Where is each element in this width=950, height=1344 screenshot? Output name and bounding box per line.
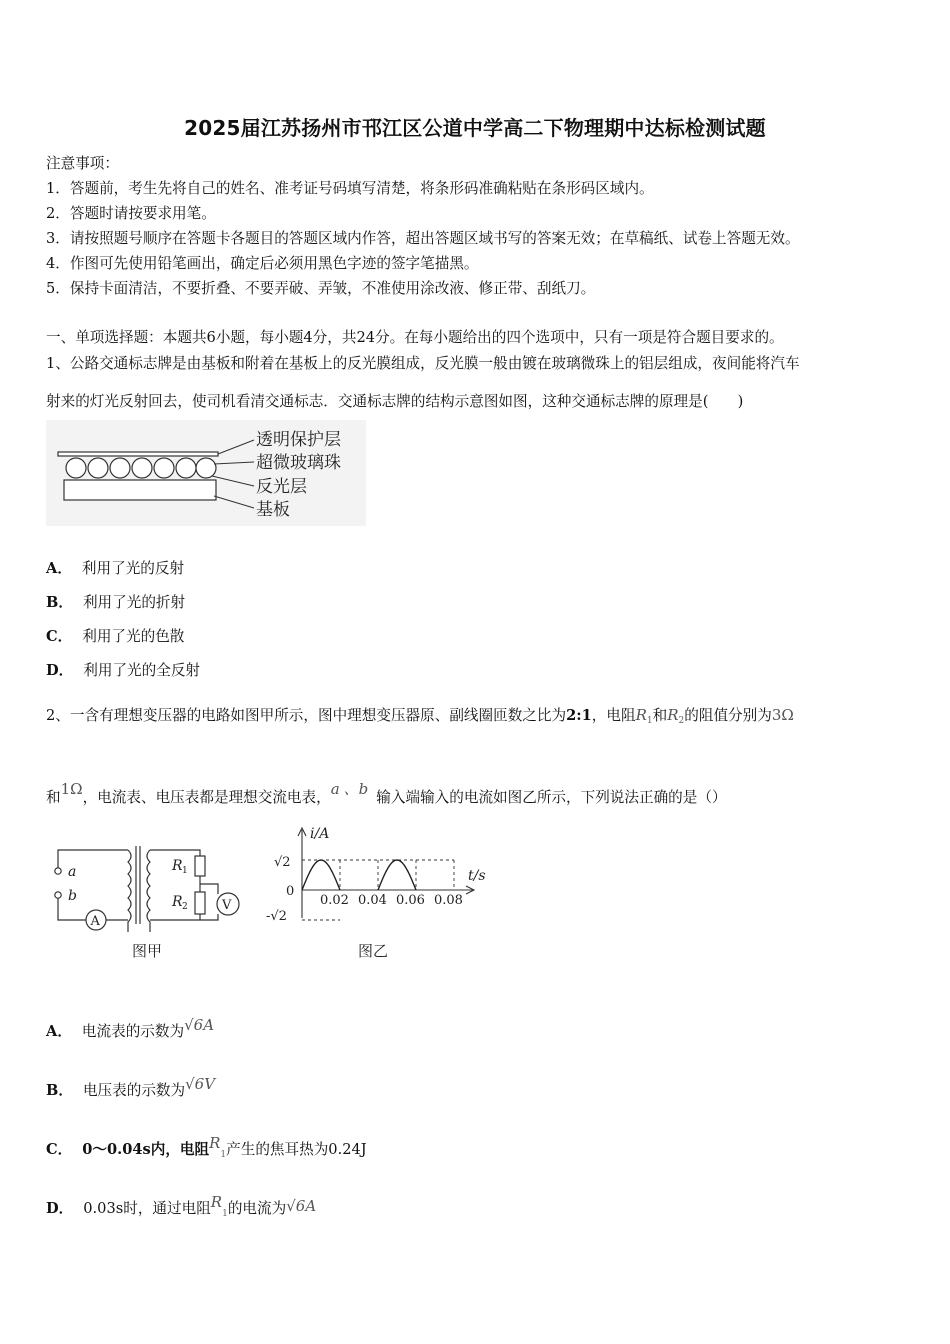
r1-sub-label: 1: [182, 866, 188, 876]
fig-yi-caption: 图乙: [358, 942, 389, 960]
section-heading: 一、单项选择题：本题共6小题，每小题4分，共24分。在每小题给出的四个选项中，只有一项是符合题目要求的。: [46, 329, 784, 346]
protective-layer-shape: [58, 452, 218, 456]
terminal-b: [55, 892, 61, 898]
x-tick-0-04: 0.04: [358, 893, 387, 908]
notice-heading: 注意事项：: [46, 155, 119, 172]
q2-stem-line2: 和1Ω，电流表、电压表都是理想交流电表，a 、b 输入端输入的电流如图乙所示，下列说法正确的是（）: [46, 780, 727, 806]
resistor-r1-shape: [195, 856, 205, 876]
current-pulse-2: [378, 860, 416, 890]
y-tick-pos: √2: [274, 855, 291, 870]
notice-item-4: 4．作图可先使用铅笔画出，确定后必须用黑色字迹的签字笔描黑。: [46, 255, 479, 272]
terminal-a: [55, 868, 61, 874]
label-protective-layer: 透明保护层: [256, 430, 341, 450]
notice-item-1: 1．答题前，考生先将自己的姓名、准考证号码填写清楚，将条形码准确粘贴在条形码区域内。: [46, 180, 654, 197]
current-pulse-1: [302, 860, 340, 890]
label-base-plate: 基板: [256, 500, 290, 520]
base-plate-shape: [64, 480, 216, 500]
label-b: b: [68, 888, 77, 904]
q1-option-a: A． 利用了光的反射: [46, 560, 185, 577]
notice-item-3: 3．请按照题号顺序在答题卡各题目的答题区域内作答，超出答题区域书写的答案无效；在草稿纸、试卷上答题无效。: [46, 230, 800, 247]
y-tick-neg: -√2: [266, 909, 287, 924]
label-a: a: [68, 864, 77, 880]
q2-option-b: B． 电压表的示数为√6V: [46, 1075, 216, 1099]
q1-option-c: C． 利用了光的色散: [46, 628, 185, 645]
q1-option-b: B． 利用了光的折射: [46, 594, 186, 611]
q2-circuit-figure: [46, 838, 256, 968]
notice-item-2: 2．答题时请按要求用笔。: [46, 205, 216, 222]
q1-stem-line1: 1、公路交通标志牌是由基板和附着在基板上的反光膜组成，反光膜一般由镀在玻璃微珠上的铝层组成，夜间能将汽车: [46, 355, 800, 372]
q1-stem-line2: 射来的灯光反射回去，使司机看清交通标志．交通标志牌的结构示意图如图，这种交通标志牌的原理是( ): [46, 393, 744, 410]
fig-jia-caption: 图甲: [132, 942, 163, 960]
r2-label: R: [172, 894, 183, 910]
q2-stem-line1: 2、一含有理想变压器的电路如图甲所示，图中理想变压器原、副线圈匝数之比为2:1，电阻$R_1$和$R_2$的阻值分别为3Ω: [46, 706, 794, 726]
q2-option-c: C． 0～0.04s内，电阻$R_1$产生的焦耳热为0.24J: [46, 1134, 367, 1160]
x-tick-0-06: 0.06: [396, 893, 425, 908]
q2-current-graph: [262, 822, 488, 968]
notice-item-5: 5．保持卡面清洁，不要折叠、不要弄破、弄皱，不准使用涂改液、修正带、刮纸刀。: [46, 280, 596, 297]
x-tick-0-08: 0.08: [434, 893, 463, 908]
y-axis-label: i/A: [310, 826, 330, 842]
resistor-r2-shape: [195, 892, 205, 914]
origin-label: 0: [286, 884, 295, 899]
label-reflective-layer: 反光层: [256, 477, 307, 497]
x-axis-label: t/s: [468, 868, 486, 884]
label-glass-beads: 超微玻璃珠: [256, 453, 341, 473]
ammeter-label: A: [90, 914, 100, 929]
q2-option-a: A． 电流表的示数为√6A: [46, 1016, 215, 1040]
x-tick-0-02: 0.02: [320, 893, 349, 908]
r1-label: R: [172, 858, 183, 874]
page-title: 2025届江苏扬州市邗江区公道中学高二下物理期中达标检测试题: [184, 116, 766, 140]
q1-sign-structure-figure: [46, 420, 366, 526]
r2-sub-label: 2: [182, 902, 188, 912]
q2-option-d: D． 0.03s时，通过电阻$R_1$的电流为√6A: [46, 1193, 317, 1219]
voltmeter-label: V: [222, 898, 232, 913]
q1-option-d: D． 利用了光的全反射: [46, 662, 201, 679]
